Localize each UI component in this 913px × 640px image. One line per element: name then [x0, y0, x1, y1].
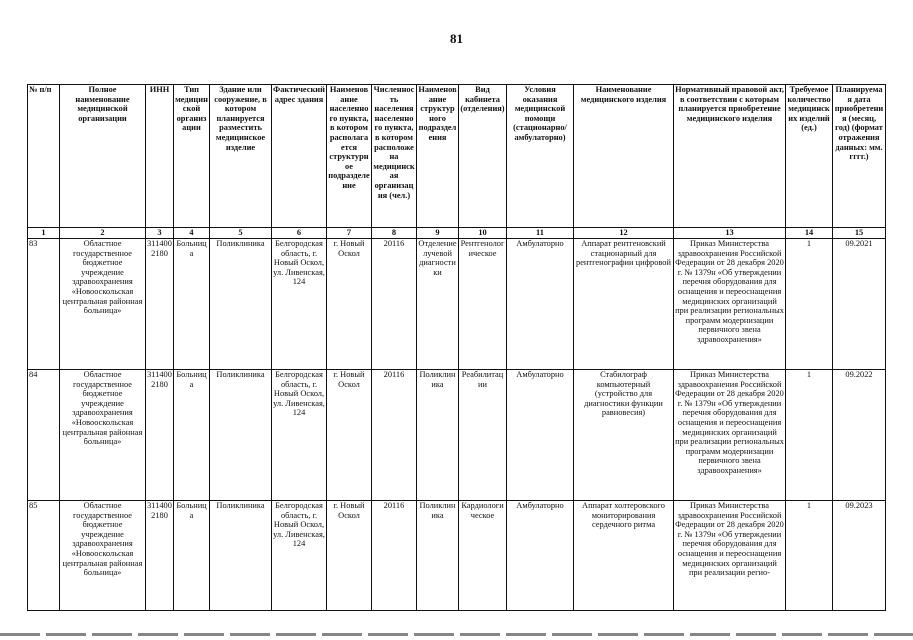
cabinet-cell: Кардиологическое [459, 501, 507, 611]
population-cell: 20116 [372, 239, 417, 370]
cabinet-cell: Рентгенологическое [459, 239, 507, 370]
legal-act-cell: Приказ Министерства здравоохранения Российской Федерации от 28 декабря 2020 г. № 1379н «Об утверждении перечня оборудования для оснащения и переоснащения медицинских организаций при реализации региональных программ модернизации первичного звена здравоохранения» [674, 239, 786, 370]
conditions-cell: Амбулаторно [507, 501, 574, 611]
subdivision-cell: Поликлиника [417, 370, 459, 501]
column-number: 15 [833, 228, 886, 239]
conditions-cell: Амбулаторно [507, 239, 574, 370]
building-cell: Поликлиника [210, 370, 272, 501]
population-cell: 20116 [372, 501, 417, 611]
legal-act-cell: Приказ Министерства здравоохранения Российской Федерации от 28 декабря 2020 г. № 1379н «Об утверждении перечня оборудования для оснащения и переоснащения медицинских организаций при реализации регио- [674, 501, 786, 611]
row-number: 85 [28, 501, 60, 611]
building-cell: Поликлиника [210, 239, 272, 370]
quantity-cell: 1 [786, 501, 833, 611]
header-cell: Условия оказания медицинской помощи (стационарно/амбулаторно) [507, 85, 574, 228]
header-cell: Здание или сооружение, в котором планируется разместить медицинское изделие [210, 85, 272, 228]
org-name-cell: Областное государственное бюджетное учреждение здравоохранения «Новооскольская центральная районная больница» [60, 501, 146, 611]
subdivision-cell: Поликлиника [417, 501, 459, 611]
column-number: 2 [60, 228, 146, 239]
header-cell: Требуемое количество медицинских изделий (ед.) [786, 85, 833, 228]
building-cell: Поликлиника [210, 501, 272, 611]
column-number: 14 [786, 228, 833, 239]
header-cell: Наименование населенного пункта, в котором располагается структурное подразделение [327, 85, 372, 228]
column-number: 9 [417, 228, 459, 239]
column-number: 1 [28, 228, 60, 239]
inn-cell: 3114002180 [146, 239, 174, 370]
column-number-row [28, 228, 886, 239]
date-cell: 09.2021 [833, 239, 886, 370]
locality-cell: г. Новый Оскол [327, 239, 372, 370]
device-cell: Стабилограф компьютерный (устройство для диагностики функции равновесия) [574, 370, 674, 501]
org-type-cell: Больница [174, 239, 210, 370]
row-number: 83 [28, 239, 60, 370]
subdivision-cell: Отделение лучевой диагностики [417, 239, 459, 370]
row-number: 84 [28, 370, 60, 501]
scan-edge-divider [0, 633, 913, 636]
table-row [28, 370, 886, 501]
header-cell: Численность населения населенного пункта, в котором расположена медицинская организация (чел.) [372, 85, 417, 228]
address-cell: Белгородская область, г. Новый Оскол, ул. Ливенская, 124 [272, 239, 327, 370]
column-number: 5 [210, 228, 272, 239]
inn-cell: 3114002180 [146, 501, 174, 611]
header-cell: Вид кабинета (отделения) [459, 85, 507, 228]
population-cell: 20116 [372, 370, 417, 501]
conditions-cell: Амбулаторно [507, 370, 574, 501]
header-cell: Планируемая дата приобретения (месяц, год) (формат отражения данных: мм. гггг.) [833, 85, 886, 228]
column-number: 3 [146, 228, 174, 239]
column-number: 13 [674, 228, 786, 239]
column-number: 7 [327, 228, 372, 239]
header-cell: Наименование структурного подразделения [417, 85, 459, 228]
cabinet-cell: Реабилитации [459, 370, 507, 501]
column-number: 11 [507, 228, 574, 239]
org-type-cell: Больница [174, 370, 210, 501]
address-cell: Белгородская область, г. Новый Оскол, ул. Ливенская, 124 [272, 501, 327, 611]
column-number: 4 [174, 228, 210, 239]
header-cell: Полное наименование медицинской организации [60, 85, 146, 228]
locality-cell: г. Новый Оскол [327, 370, 372, 501]
header-row [28, 85, 886, 228]
device-cell: Аппарат рентгеновский стационарный для рентгенографии цифровой [574, 239, 674, 370]
header-cell: Нормативный правовой акт, в соответствии с которым планируется приобретение медицинского изделия [674, 85, 786, 228]
page-number: 81 [450, 31, 463, 46]
date-cell: 09.2023 [833, 501, 886, 611]
date-cell: 09.2022 [833, 370, 886, 501]
column-number: 10 [459, 228, 507, 239]
equipment-table [27, 84, 886, 611]
header-cell: № п/п [28, 85, 60, 228]
address-cell: Белгородская область, г. Новый Оскол, ул. Ливенская, 124 [272, 370, 327, 501]
org-name-cell: Областное государственное бюджетное учреждение здравоохранения «Новооскольская центральная районная больница» [60, 239, 146, 370]
header-cell: Наименование медицинского изделия [574, 85, 674, 228]
column-number: 12 [574, 228, 674, 239]
legal-act-cell: Приказ Министерства здравоохранения Российской Федерации от 28 декабря 2020 г. № 1379н «Об утверждении перечня оборудования для оснащения и переоснащения медицинских организаций при реализации региональных программ модернизации первичного звена здравоохранения» [674, 370, 786, 501]
table-row [28, 501, 886, 611]
column-number: 8 [372, 228, 417, 239]
header-cell: Фактический адрес здания [272, 85, 327, 228]
column-number: 6 [272, 228, 327, 239]
quantity-cell: 1 [786, 239, 833, 370]
inn-cell: 3114002180 [146, 370, 174, 501]
locality-cell: г. Новый Оскол [327, 501, 372, 611]
device-cell: Аппарат холтеровского мониторирования сердечного ритма [574, 501, 674, 611]
quantity-cell: 1 [786, 370, 833, 501]
header-cell: ИНН [146, 85, 174, 228]
org-name-cell: Областное государственное бюджетное учреждение здравоохранения «Новооскольская центральная районная больница» [60, 370, 146, 501]
header-cell: Тип медицинской организации [174, 85, 210, 228]
org-type-cell: Больница [174, 501, 210, 611]
table-row [28, 239, 886, 370]
